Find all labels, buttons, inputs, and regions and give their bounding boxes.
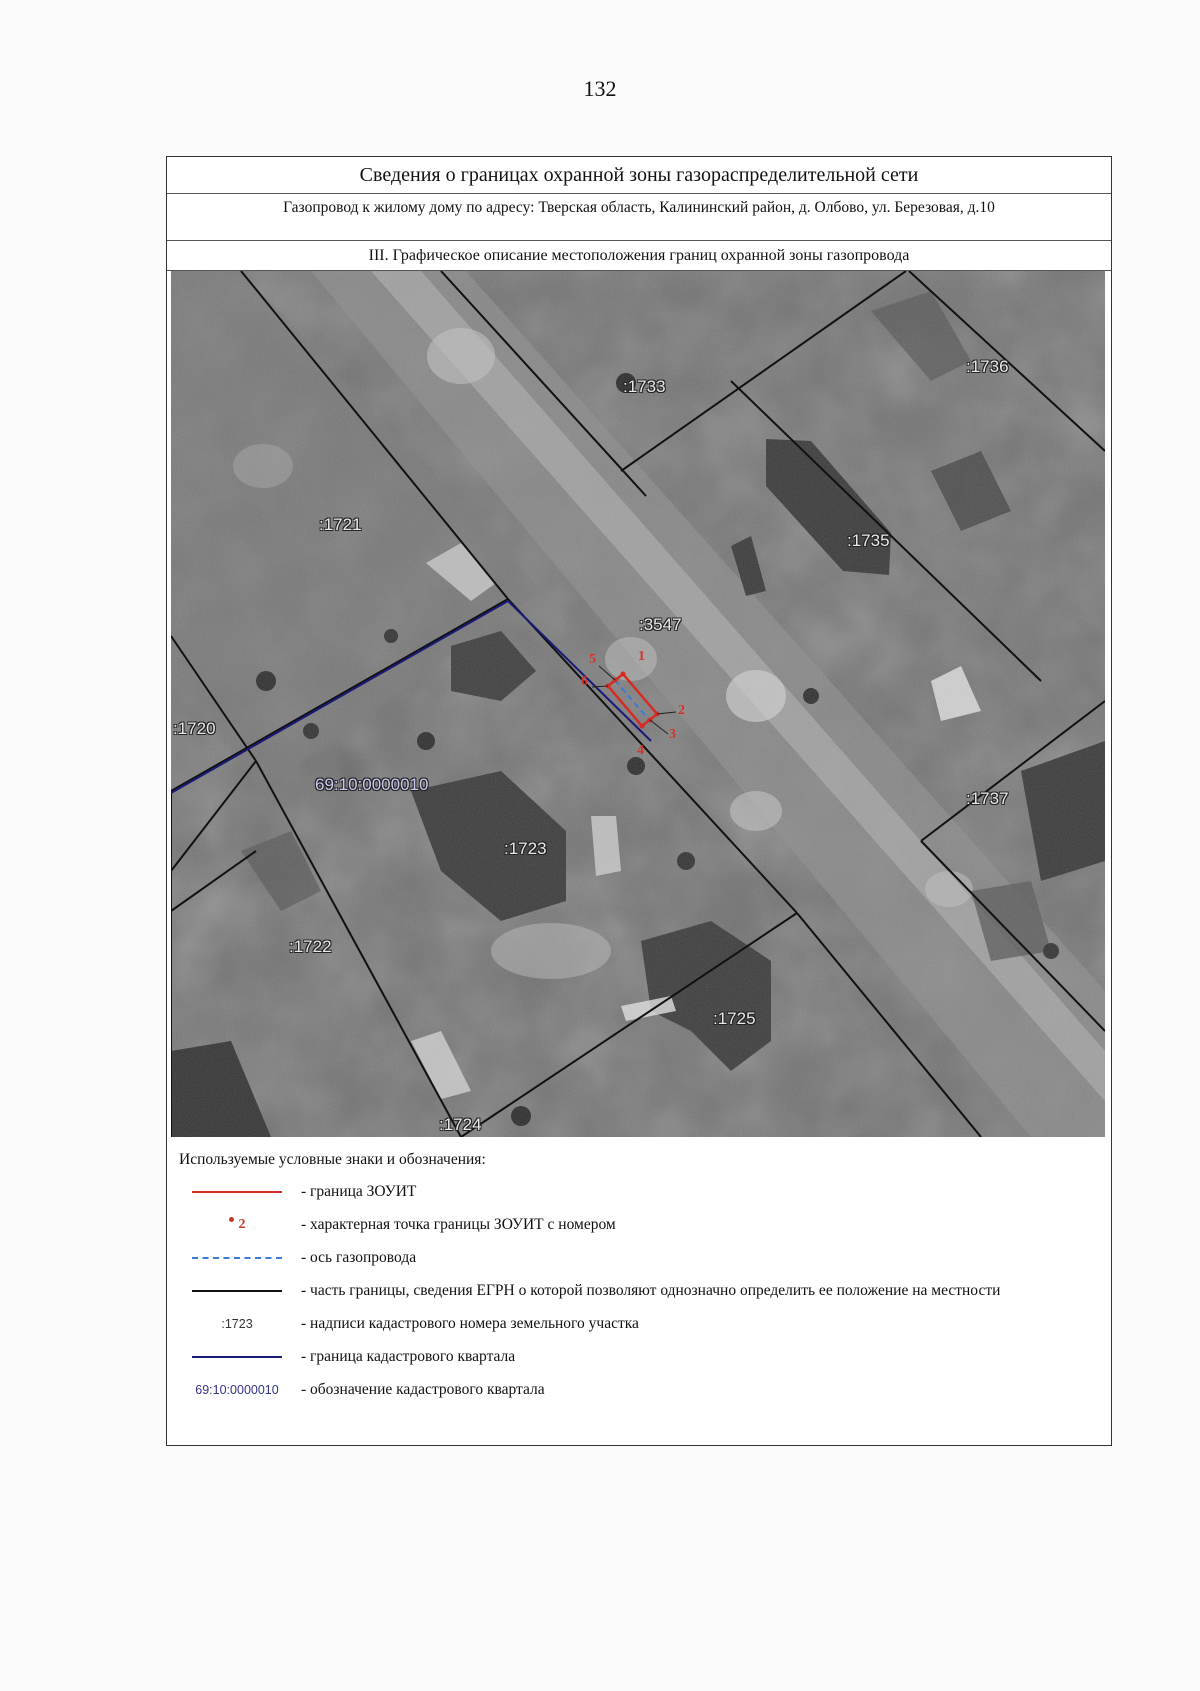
parcel-label[interactable]: :1724 [439, 1115, 482, 1134]
document-title: Сведения о границах охранной зоны газораспределительной сети [167, 157, 1111, 194]
legend-item-text: - граница кадастрового квартала [301, 1348, 516, 1365]
parcel-label[interactable]: :1722 [289, 937, 332, 956]
parcel-label[interactable]: :3547 [639, 615, 682, 634]
legend-item-text: - ось газопровода [301, 1249, 417, 1266]
point-label-5: 5 [589, 652, 596, 667]
red-point-symbol [173, 1214, 301, 1236]
parcel-label[interactable]: :1735 [847, 531, 890, 550]
boundary-point-4[interactable] [640, 724, 645, 729]
parcel-label[interactable]: :1725 [713, 1009, 756, 1028]
parcel-label[interactable]: :1736 [966, 357, 1009, 376]
legend-heading: Используемые условные знаки и обозначения: [179, 1151, 486, 1168]
blue-dashed-line-symbol [173, 1247, 301, 1269]
map-view[interactable] [171, 271, 1105, 1137]
parcel-label[interactable]: :1720 [173, 719, 216, 738]
document-subtitle: Газопровод к жилому дому по адресу: Тверская область, Калининский район, д. Олбово, ул. Березовая, д.10 [167, 194, 1111, 241]
legend-item [173, 1214, 1111, 1236]
legend-item [173, 1379, 1111, 1401]
point-label-1: 1 [638, 649, 645, 664]
legend-item [173, 1181, 1111, 1203]
legend-item-text: - характерная точка границы ЗОУИТ с номером [301, 1216, 616, 1233]
navy-line-symbol [173, 1346, 301, 1368]
parcel-label[interactable]: :1721 [319, 515, 362, 534]
parcel-label[interactable]: :1733 [623, 377, 666, 396]
point-label-6: 6 [581, 674, 588, 689]
legend-item [173, 1247, 1111, 1269]
point-label-2: 2 [678, 703, 685, 718]
parcel-label[interactable]: :1737 [966, 789, 1009, 808]
cadastral-quarter-label[interactable]: 69:10:0000010 [315, 775, 429, 794]
section-title: III. Графическое описание местоположения границ охранной зоны газопровода [167, 241, 1111, 271]
legend [167, 1137, 1111, 1401]
point-label-3: 3 [669, 727, 676, 742]
quarter-label-symbol: 69:10:0000010 [195, 1383, 279, 1397]
point-symbol-number: 2 [238, 1217, 246, 1232]
boundary-point-1[interactable] [621, 672, 626, 677]
legend-item-text: - обозначение кадастрового квартала [301, 1381, 545, 1398]
legend-item-text: - надписи кадастрового номера земельного участка [301, 1315, 639, 1332]
aerial-imagery [171, 271, 1105, 1137]
point-label-4: 4 [637, 743, 644, 758]
page-number: 132 [583, 76, 617, 101]
legend-item [173, 1346, 1111, 1368]
red-line-symbol [173, 1181, 301, 1203]
black-line-symbol [173, 1280, 301, 1302]
legend-item-text: - часть границы, сведения ЕГРН о которой позволяют однозначно определить ее положение на местности [301, 1282, 1001, 1299]
parcel-label[interactable]: :1723 [504, 839, 547, 858]
legend-item-text: - граница ЗОУИТ [301, 1183, 417, 1200]
document-frame [166, 156, 1112, 1446]
parcel-label-symbol: :1723 [221, 1317, 253, 1331]
legend-item [173, 1313, 1111, 1335]
legend-item [173, 1280, 1111, 1302]
